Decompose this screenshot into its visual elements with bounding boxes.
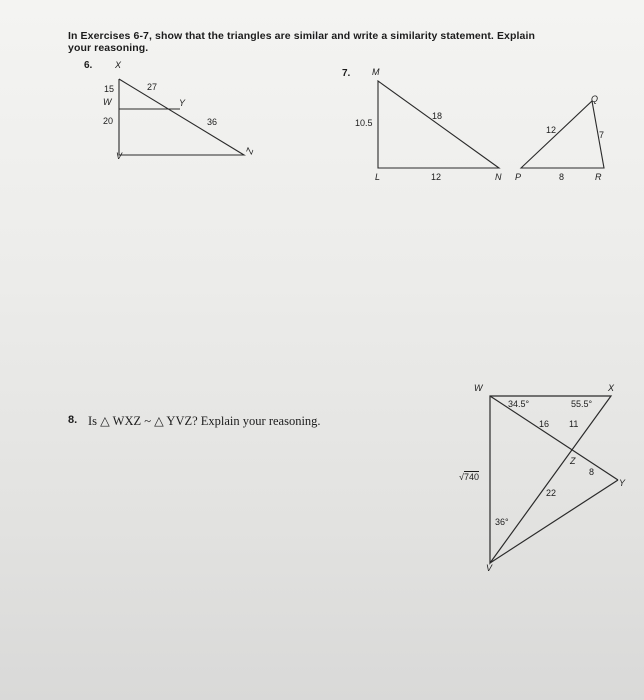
ex8-vertex-y: Y <box>619 478 626 488</box>
ex8-vertex-z: Z <box>570 456 576 466</box>
ex7-length-ln: 12 <box>431 172 442 182</box>
ex8-length-wv <box>459 472 479 482</box>
ex6-length-yz: 36 <box>207 117 218 127</box>
ex7-vertex-m: M <box>372 67 380 77</box>
ex8-length-zv: 22 <box>546 488 557 498</box>
ex8-outer-triangle <box>490 396 611 563</box>
ex8-length-wz: 16 <box>539 419 550 429</box>
ex7-vertex-q: Q <box>591 94 599 104</box>
exercise-8-question: Is △ WXZ ~ △ YVZ? Explain your reasoning. <box>88 414 321 428</box>
ex6-vertex-z: Z <box>244 146 256 156</box>
ex7-vertex-l: L <box>375 172 381 182</box>
ex8-angle-v: 36° <box>495 517 509 527</box>
ex7-vertex-n: N <box>495 172 502 182</box>
ex8-angle-w: 34.5° <box>508 399 530 409</box>
ex8-length-xz: 11 <box>569 419 579 429</box>
exercise-8-number: 8. <box>68 414 78 426</box>
ex7-length-qr: 7 <box>599 130 605 140</box>
ex6-vertex-x: X <box>115 60 122 70</box>
ex7-length-pq: 12 <box>546 125 557 135</box>
ex7-length-pr: 8 <box>559 172 565 182</box>
exercise-6-number: 6. <box>84 60 93 71</box>
radical-sign-icon: √ <box>459 472 464 482</box>
ex7-length-mn: 18 <box>432 111 443 121</box>
exercise-7-number: 7. <box>342 68 351 79</box>
instructions-line-1: In Exercises 6-7, show that the triangles are similar and write a similarity statement. Explain <box>68 30 536 42</box>
ex6-length-wv: 20 <box>103 116 114 126</box>
ex6-length-xy: 27 <box>147 82 158 92</box>
ex7-length-ml: 10.5 <box>355 118 373 128</box>
ex8-angle-x: 55.5° <box>571 399 593 409</box>
instructions-line-2: your reasoning. <box>68 42 149 54</box>
ex7-vertex-r: R <box>595 172 602 182</box>
ex8-vertex-v: V <box>486 563 493 573</box>
ex8-vertex-x: X <box>608 383 615 393</box>
ex6-vertex-v: V <box>116 151 123 161</box>
ex7-vertex-p: P <box>515 172 522 182</box>
ex8-length-wv-radicand: 740 <box>463 472 479 482</box>
ex8-length-zy: 8 <box>589 467 595 477</box>
ex6-vertex-y: Y <box>179 98 186 108</box>
ex6-length-xw: 15 <box>104 84 115 94</box>
ex6-vertex-w: W <box>103 97 112 107</box>
ex8-vertex-w: W <box>474 383 483 393</box>
